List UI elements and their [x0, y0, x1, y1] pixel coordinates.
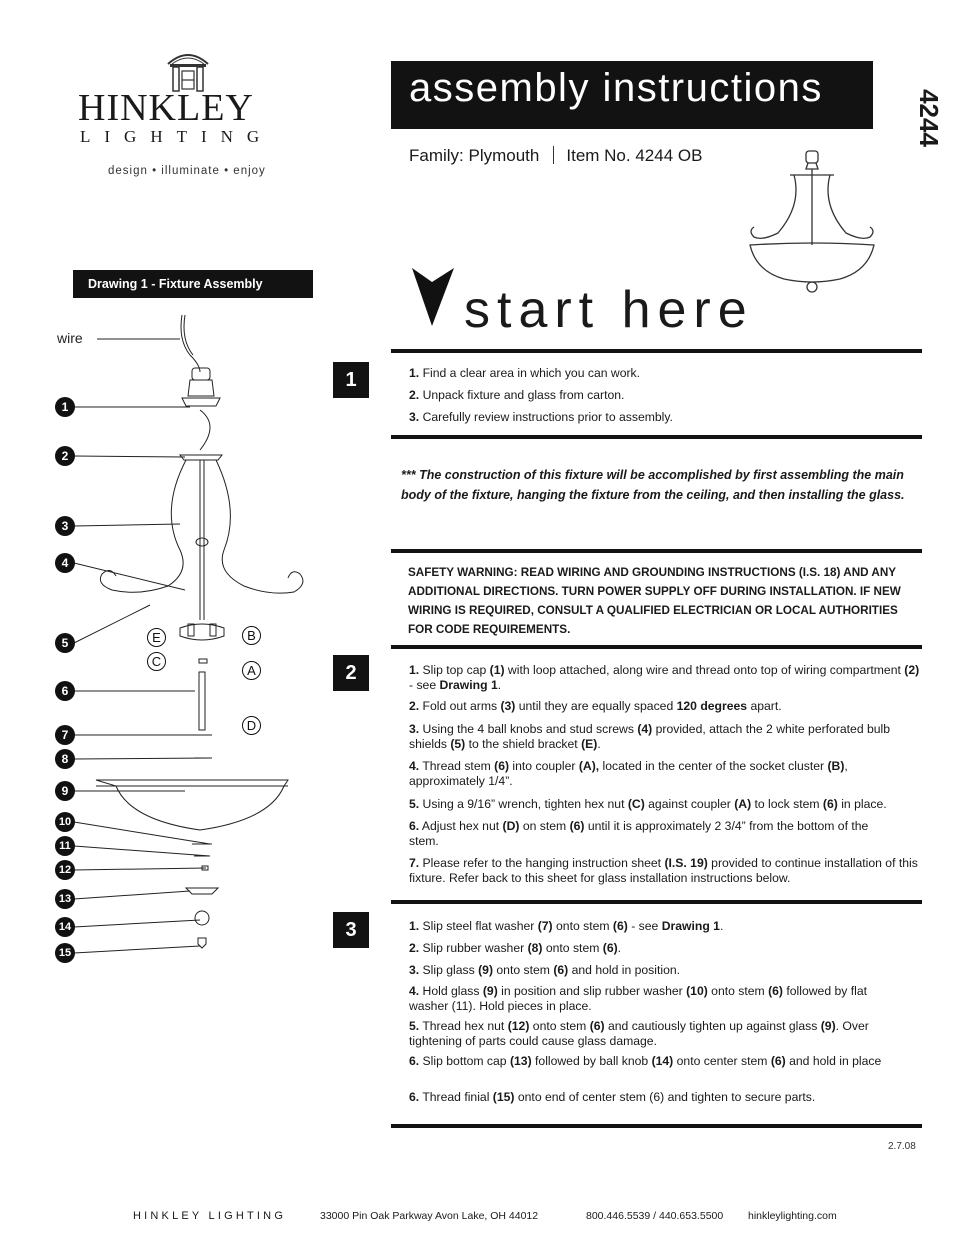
- step2-item: 5. Using a 9/16” wrench, tighten hex nut (C) against coupler (A) to lock stem (6) in place.: [409, 797, 887, 811]
- step1-item: 3. Carefully review instructions prior to assembly.: [409, 410, 673, 424]
- step2-item: 6. Adjust hex nut (D) on stem (6) until it is approximately 2 3/4” from the bottom of the stem.: [409, 819, 869, 848]
- fixture-thumbnail-icon: [744, 145, 880, 295]
- part-badge-6: 6: [55, 681, 75, 701]
- construction-note: *** The construction of this fixture will be accomplished by first assembling the main body of the fixture, hanging the fixture from the ceiling, and then installing the glass.: [401, 468, 905, 502]
- part-badge-2: 2: [55, 446, 75, 466]
- hinkley-logo-emblem-icon: [160, 44, 216, 92]
- start-arrow-icon: [410, 266, 456, 328]
- family-line: [409, 146, 702, 166]
- part-badge-11: 11: [55, 836, 75, 856]
- letter-label-d: D: [242, 716, 261, 735]
- step2-bottom-rule: [391, 900, 922, 904]
- step1-bottom-rule: [391, 435, 922, 439]
- footer-brand: HINKLEY LIGHTING: [133, 1210, 287, 1222]
- step1-top-rule: [391, 349, 922, 353]
- step2-item: 7. Please refer to the hanging instruction sheet (I.S. 19) provided to continue installation of this fixture. Refer back to this sheet for glass installation instructions below.: [409, 856, 918, 885]
- step1-item: 2. Unpack fixture and glass from carton.: [409, 388, 625, 402]
- step3-item: 1. Slip steel flat washer (7) onto stem (6) - see Drawing 1.: [409, 919, 724, 933]
- family-divider: [553, 146, 554, 164]
- brand-sub: LIGHTING: [80, 127, 274, 146]
- step2-item: 4. Thread stem (6) into coupler (A), located in the center of the socket cluster (B), approximately 1/4”.: [409, 759, 848, 788]
- step2-item: 1. Slip top cap (1) with loop attached, along wire and thread onto top of wiring compartment (2) - see Drawing 1.: [409, 663, 920, 692]
- step3-bottom-rule: [391, 1124, 922, 1128]
- letter-label-e: E: [147, 628, 166, 647]
- step-number-2: 2: [333, 655, 369, 691]
- part-badge-8: 8: [55, 749, 75, 769]
- letter-label-c: C: [147, 652, 166, 671]
- step3-item: 3. Slip glass (9) onto stem (6) and hold in position.: [409, 963, 681, 977]
- footer-website[interactable]: hinkleylighting.com: [748, 1210, 837, 1222]
- safety-warning: SAFETY WARNING: READ WIRING AND GROUNDING INSTRUCTIONS (I.S. 18) AND ANY ADDITIONAL DIRECTIONS. TURN POWER SUPPLY OFF DURING INSTALLATION. IF NEW WIRING IS REQUIRED, CONSULT A QUALIFIED ELECTRICIAN OR LOCAL AUTHORITIES FOR CODE REQUIREMENTS.: [408, 566, 901, 636]
- letter-label-b: B: [242, 626, 261, 645]
- step3-item: 6. Thread finial (15) onto end of center stem (6) and tighten to secure parts.: [409, 1090, 816, 1104]
- start-here-heading: start here: [464, 281, 754, 339]
- part-badge-9: 9: [55, 781, 75, 801]
- letter-label-a: A: [242, 661, 261, 680]
- item-code-vertical: [872, 60, 944, 147]
- step3-item: 2. Slip rubber washer (8) onto stem (6).: [409, 941, 622, 955]
- family-name: Family: Plymouth: [409, 146, 540, 165]
- part-badge-14: 14: [55, 917, 75, 937]
- fixture-exploded-view: [40, 310, 340, 970]
- safety-bottom-rule: [391, 645, 922, 649]
- step-number-1: 1: [333, 362, 369, 398]
- part-badge-10: 10: [55, 812, 75, 832]
- item-number: Item No. 4244 OB: [566, 146, 703, 165]
- footer-address: 33000 Pin Oak Parkway Avon Lake, OH 44012: [320, 1210, 539, 1222]
- part-badge-15: 15: [55, 943, 75, 963]
- part-badge-4: 4: [55, 553, 75, 573]
- part-badge-7: 7: [55, 725, 75, 745]
- part-badge-13: 13: [55, 889, 75, 909]
- wire-label: wire: [57, 330, 83, 346]
- footer-phone: 800.446.5539 / 440.653.5500: [586, 1210, 724, 1222]
- item-code: 4244: [914, 89, 944, 147]
- brand-tagline: design • illuminate • enjoy: [108, 165, 266, 177]
- step3-item: 4. Hold glass (9) in position and slip rubber washer (10) onto stem (6) followed by flat washer (11). Hold pieces in place.: [409, 984, 868, 1013]
- step3-item: 6. Slip bottom cap (13) followed by ball knob (14) onto center stem (6) and hold in place: [409, 1054, 882, 1068]
- step-number-3: 3: [333, 912, 369, 948]
- revision-date: 2.7.08: [888, 1141, 916, 1152]
- step3-item: 5. Thread hex nut (12) onto stem (6) and cautiously tighten up against glass (9). Over tightening of parts could cause glass damage.: [409, 1019, 869, 1048]
- part-badge-3: 3: [55, 516, 75, 536]
- step1-item: 1. Find a clear area in which you can work.: [409, 366, 641, 380]
- part-badge-5: 5: [55, 633, 75, 653]
- brand-name: HINKLEY: [78, 87, 254, 129]
- page-title: assembly instructions: [409, 66, 823, 110]
- step2-item: 2. Fold out arms (3) until they are equally spaced 120 degrees apart.: [409, 699, 782, 713]
- part-badge-1: 1: [55, 397, 75, 417]
- step2-item: 3. Using the 4 ball knobs and stud screws (4) provided, attach the 2 white perforated bulb shields (5) to the shield bracket (E).: [409, 722, 891, 751]
- safety-top-rule: [391, 549, 922, 553]
- fixture-assembly-drawing: [40, 310, 340, 970]
- part-badge-12: 12: [55, 860, 75, 880]
- drawing-label: Drawing 1 - Fixture Assembly: [73, 270, 313, 298]
